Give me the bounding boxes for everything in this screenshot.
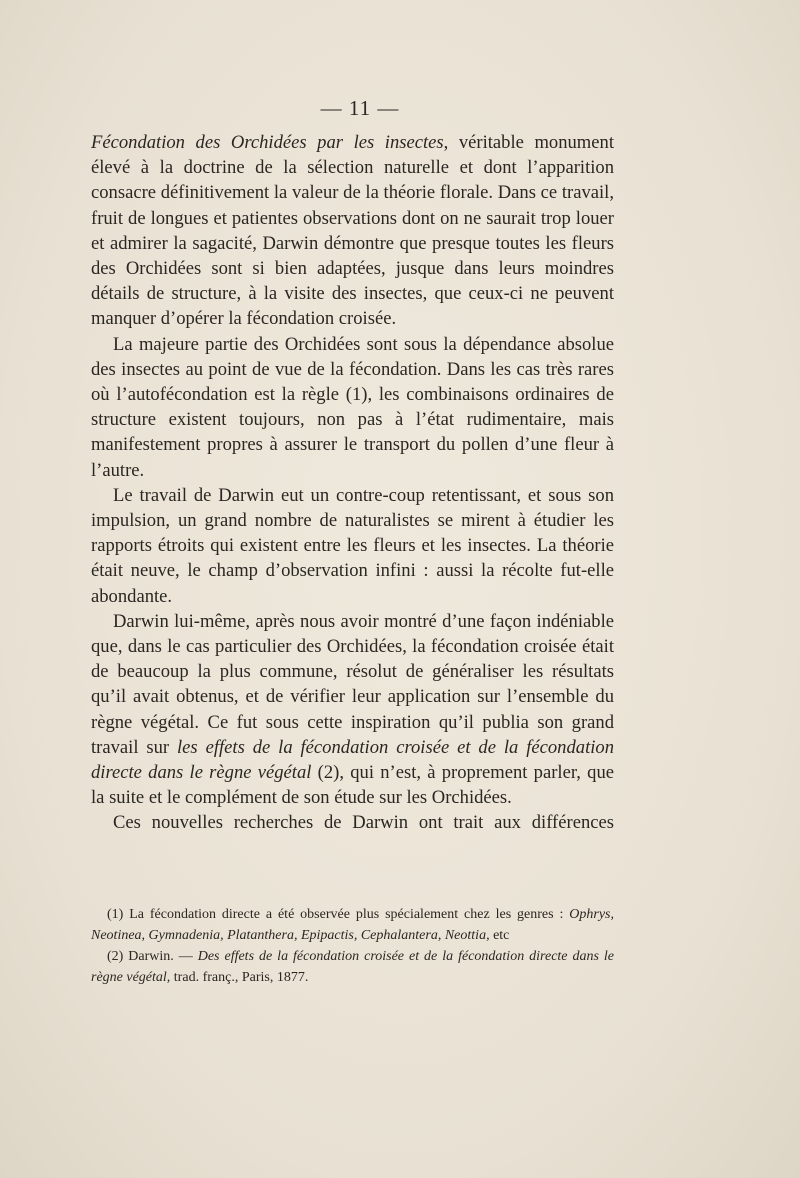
page-number: — 11 —: [320, 96, 400, 120]
paragraph-text: Ces nouvelles recherches de Darwin ont trait aux différences: [113, 812, 614, 834]
paragraph-text: (2), qui n’est, à proprement parler, que la suite et le complément de son étude sur les Orchidées.: [91, 762, 615, 809]
footnote-text: trad. franç., Paris, 1877.: [170, 970, 309, 985]
paragraph-3: [91, 483, 614, 609]
paragraph-1: [91, 130, 614, 332]
paragraph-text: Darwin lui-même, après nous avoir montré d’une façon indéniable que, dans le cas particulier des Orchidées, la fécondation croisée était de beaucoup la plus commune, résolut de généraliser les résultats qu’il avait obtenus, et de vérifier leur application sur l’ensemble du règne végétal. Ce fut sous cette inspiration qu’il publia son grand travail sur: [91, 610, 614, 758]
footnote-text: etc: [489, 928, 510, 943]
paragraph-text: La majeure partie des Orchidées sont sous la dépendance absolue des insectes au point de vue de la fécondation. Dans les cas très rares où l’autofécondation est la règle (1), les combinaisons ordinaires de structure existent toujours, non pas à l’état rudimentaire, mais manifestement propres à assurer le transport du pollen d’une fleur à l’autre.: [91, 333, 614, 481]
book-title-italic: Des effets de la fécondation croisée et de la fécondation directe dans le règne végétal,: [91, 949, 615, 985]
paragraph-text: Le travail de Darwin eut un contre-coup retentissant, et sous son impulsion, un grand nombre de naturalistes se mirent à étudier les rapports étroits qui existent entre les fleurs et les insectes. La théorie était neuve, le champ d’observation infini : aussi la récolte fut-elle abondante.: [91, 484, 614, 607]
body-text: [91, 130, 614, 836]
paragraph-2: [91, 332, 614, 483]
footnote-text: (1) La fécondation directe a été observée plus spécialement chez les genres :: [107, 907, 570, 922]
footnote-2: [91, 946, 614, 988]
paragraph-5: [91, 810, 614, 835]
genus-list-italic: Ophrys, Neotinea, Gymnadenia, Platanthera, Epipactis, Cephalantera, Neottia,: [91, 907, 614, 943]
paragraph-4: [91, 609, 614, 811]
footnote-text: (2) Darwin. —: [107, 949, 198, 964]
footnote-1: [91, 904, 614, 946]
footnotes: [91, 904, 614, 988]
book-title-italic: Fécondation des Orchidées par les insectes: [91, 132, 444, 153]
book-title-italic: les effets de la fécondation croisée et de la fécondation directe dans le règne végétal: [91, 736, 614, 784]
paragraph-text: , véritable monument élevé à la doctrine de la sélection naturelle et dont l’apparition consacre définitivement la valeur de la théorie florale. Dans ce travail, fruit de longues et patientes observations dont on ne saurait trop louer et admirer la sagacité, Darwin démontre que presque toutes les fleurs des Orchidées sont si bien adaptées, jusque dans leurs moindres détails de structure, à la visite des insectes, que ceux-ci ne peuvent manquer d’opérer la fécondation croisée.: [91, 132, 614, 330]
